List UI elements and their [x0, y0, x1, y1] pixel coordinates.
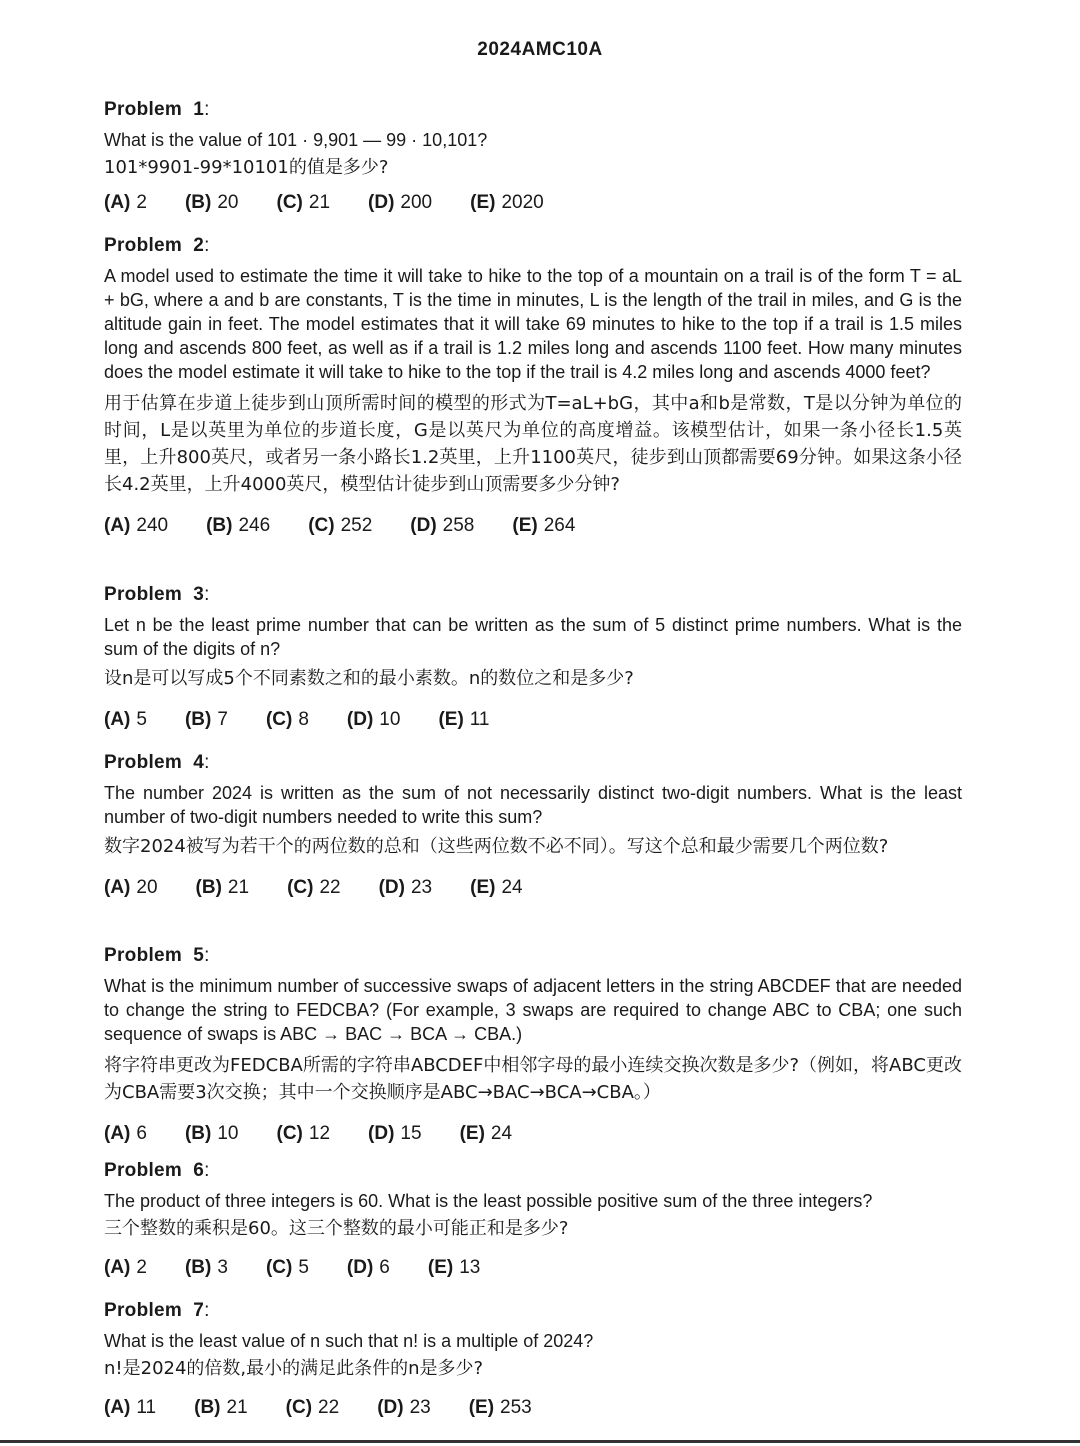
choice-c: (C) 252 — [308, 515, 373, 536]
answer-choices — [104, 514, 962, 538]
answer-choices — [104, 1122, 962, 1146]
choice-c: (C) 22 — [287, 877, 341, 898]
page-bottom-rule — [0, 1440, 1080, 1443]
choice-c: (C) 21 — [276, 192, 331, 213]
choice-e: (E) 13 — [427, 1257, 481, 1278]
answer-choices — [104, 708, 962, 732]
choice-d: (D) 15 — [368, 1123, 422, 1144]
problem-6 — [104, 1159, 962, 1280]
choice-e: (E) 24 — [470, 877, 523, 898]
problem-label: Problem 3 — [104, 584, 205, 605]
problem-english-text: The product of three integers is 60. What is the least possible positive sum of the three integers? — [104, 1191, 873, 1211]
choice-a: (A) 240 — [104, 515, 169, 536]
choice-c: (C) 8 — [265, 709, 309, 730]
choice-b: (B) 10 — [184, 1123, 239, 1144]
choice-d: (D) 23 — [378, 877, 433, 898]
problem-5 — [104, 944, 962, 1146]
problem-english-text: A model used to estimate the time it will take to hike to the top of a mountain on a trail is of the form T = aL + bG, where a and b are constants, T is the time in minutes, L is the length of the trail in miles, and G is the altitude gain in feet. The model estimates that it will take 69 minutes to hike to the top if a trail is 1.5 miles long and ascends 800 feet, as well as if a trail is 1.2 miles long and ascends 1100 feet. How many minutes does the model estimate it will take to hike to the top if the trail is 4.2 miles long and ascends 4000 feet? — [104, 266, 962, 382]
answer-choices — [104, 876, 962, 900]
choice-b: (B) 246 — [206, 515, 271, 536]
choice-a: (A) 2 — [104, 192, 147, 213]
choice-e: (E) 24 — [459, 1123, 513, 1144]
choice-d: (D) 6 — [346, 1257, 390, 1278]
choice-e: (E) 2020 — [470, 192, 544, 213]
choice-b: (B) 3 — [184, 1257, 228, 1278]
problem-english-text: What is the minimum number of successive swaps of adjacent letters in the string ABCDEF that are needed to change the string to FEDCBA? (For example, 3 swaps are required to change ABC to CBA; one such sequence of swaps is ABC → BAC → BCA → CBA.) — [104, 976, 962, 1044]
choice-a: (A) 6 — [104, 1123, 147, 1144]
problem-chinese-text: 三个整数的乘积是60。这三个整数的最小可能正和是多少? — [104, 1218, 569, 1239]
problem-label: Problem 6 — [104, 1160, 205, 1181]
problem-heading: Problem 3: — [104, 584, 210, 605]
choice-a: (A) 11 — [104, 1397, 157, 1418]
problem-7 — [104, 1299, 962, 1420]
choice-e: (E) 11 — [438, 709, 490, 730]
problem-english-text: The number 2024 is written as the sum of not necessarily distinct two-digit numbers. What is the least number of two-digit numbers needed to write this sum? — [104, 783, 962, 827]
problem-4 — [104, 751, 962, 900]
problem-chinese-text: n!是2024的倍数,最小的满足此条件的n是多少? — [104, 1358, 484, 1379]
problem-chinese-text: 数字2024被写为若干个的两位数的总和（这些两位数不必不同）。写这个总和最少需要几个两位数? — [104, 836, 889, 857]
answer-choices — [104, 191, 962, 215]
choice-b: (B) 21 — [194, 1397, 248, 1418]
answer-choices — [104, 1256, 962, 1280]
problem-label: Problem 7 — [104, 1300, 205, 1321]
choice-e: (E) 264 — [512, 515, 576, 536]
choice-a: (A) 20 — [104, 877, 158, 898]
problem-chinese-text: 101*9901-99*10101的值是多少? — [104, 157, 389, 178]
choice-e: (E) 253 — [468, 1397, 532, 1418]
choice-a: (A) 2 — [104, 1257, 147, 1278]
choice-c: (C) 12 — [276, 1123, 331, 1144]
problem-label: Problem 2 — [104, 235, 205, 256]
choice-d: (D) 200 — [368, 192, 433, 213]
problem-english-text: What is the value of 101 · 9,901 — 99 · 10,101? — [104, 130, 488, 150]
choice-d: (D) 258 — [410, 515, 475, 536]
problem-heading: Problem 5: — [104, 945, 210, 966]
problem-heading: Problem 6: — [104, 1160, 210, 1181]
choice-d: (D) 23 — [377, 1397, 431, 1418]
problem-label: Problem 4 — [104, 752, 205, 773]
problem-2 — [104, 234, 962, 538]
problem-label: Problem 5 — [104, 945, 205, 966]
problem-heading: Problem 7: — [104, 1300, 210, 1321]
choice-d: (D) 10 — [346, 709, 401, 730]
choice-c: (C) 5 — [265, 1257, 309, 1278]
problem-heading: Problem 1: — [104, 99, 210, 120]
problem-heading: Problem 2: — [104, 235, 210, 256]
choice-b: (B) 20 — [184, 192, 239, 213]
choice-b: (B) 7 — [184, 709, 228, 730]
choice-c: (C) 22 — [285, 1397, 340, 1418]
answer-choices — [104, 1396, 962, 1420]
problem-chinese-text: 用于估算在步道上徒步到山顶所需时间的模型的形式为T=aL+bG，其中a和b是常数，T是以分钟为单位的时间，L是以英里为单位的步道长度，G是以英尺为单位的高度增益。该模型估计，如果一条小径长1.5英里，上升800英尺，或者另一条小路长1.2英里，上升1100英尺，徒步到山顶都需要69分钟。如果这条小径长4.2英里，上升4000英尺，模型估计徒步到山顶需要多少分钟? — [104, 393, 962, 495]
problem-english-text: Let n be the least prime number that can be written as the sum of 5 distinct prime numbers. What is the sum of the digits of n? — [104, 615, 962, 659]
problem-3 — [104, 583, 962, 732]
choice-b: (B) 21 — [195, 877, 250, 898]
document-title: 2024AMC10A — [477, 39, 603, 60]
problem-english-text: What is the least value of n such that n! is a multiple of 2024? — [104, 1331, 594, 1351]
problem-1 — [104, 98, 962, 215]
problem-chinese-text: 将字符串更改为FEDCBA所需的字符串ABCDEF中相邻字母的最小连续交换次数是多少?（例如，将ABC更改为CBA需要3次交换；其中一个交换顺序是ABC→BAC→BCA→CBA。） — [104, 1055, 962, 1103]
problem-heading: Problem 4: — [104, 752, 210, 773]
problem-label: Problem 1 — [104, 99, 205, 120]
problem-chinese-text: 设n是可以写成5个不同素数之和的最小素数。n的数位之和是多少? — [104, 668, 634, 689]
choice-a: (A) 5 — [104, 709, 147, 730]
